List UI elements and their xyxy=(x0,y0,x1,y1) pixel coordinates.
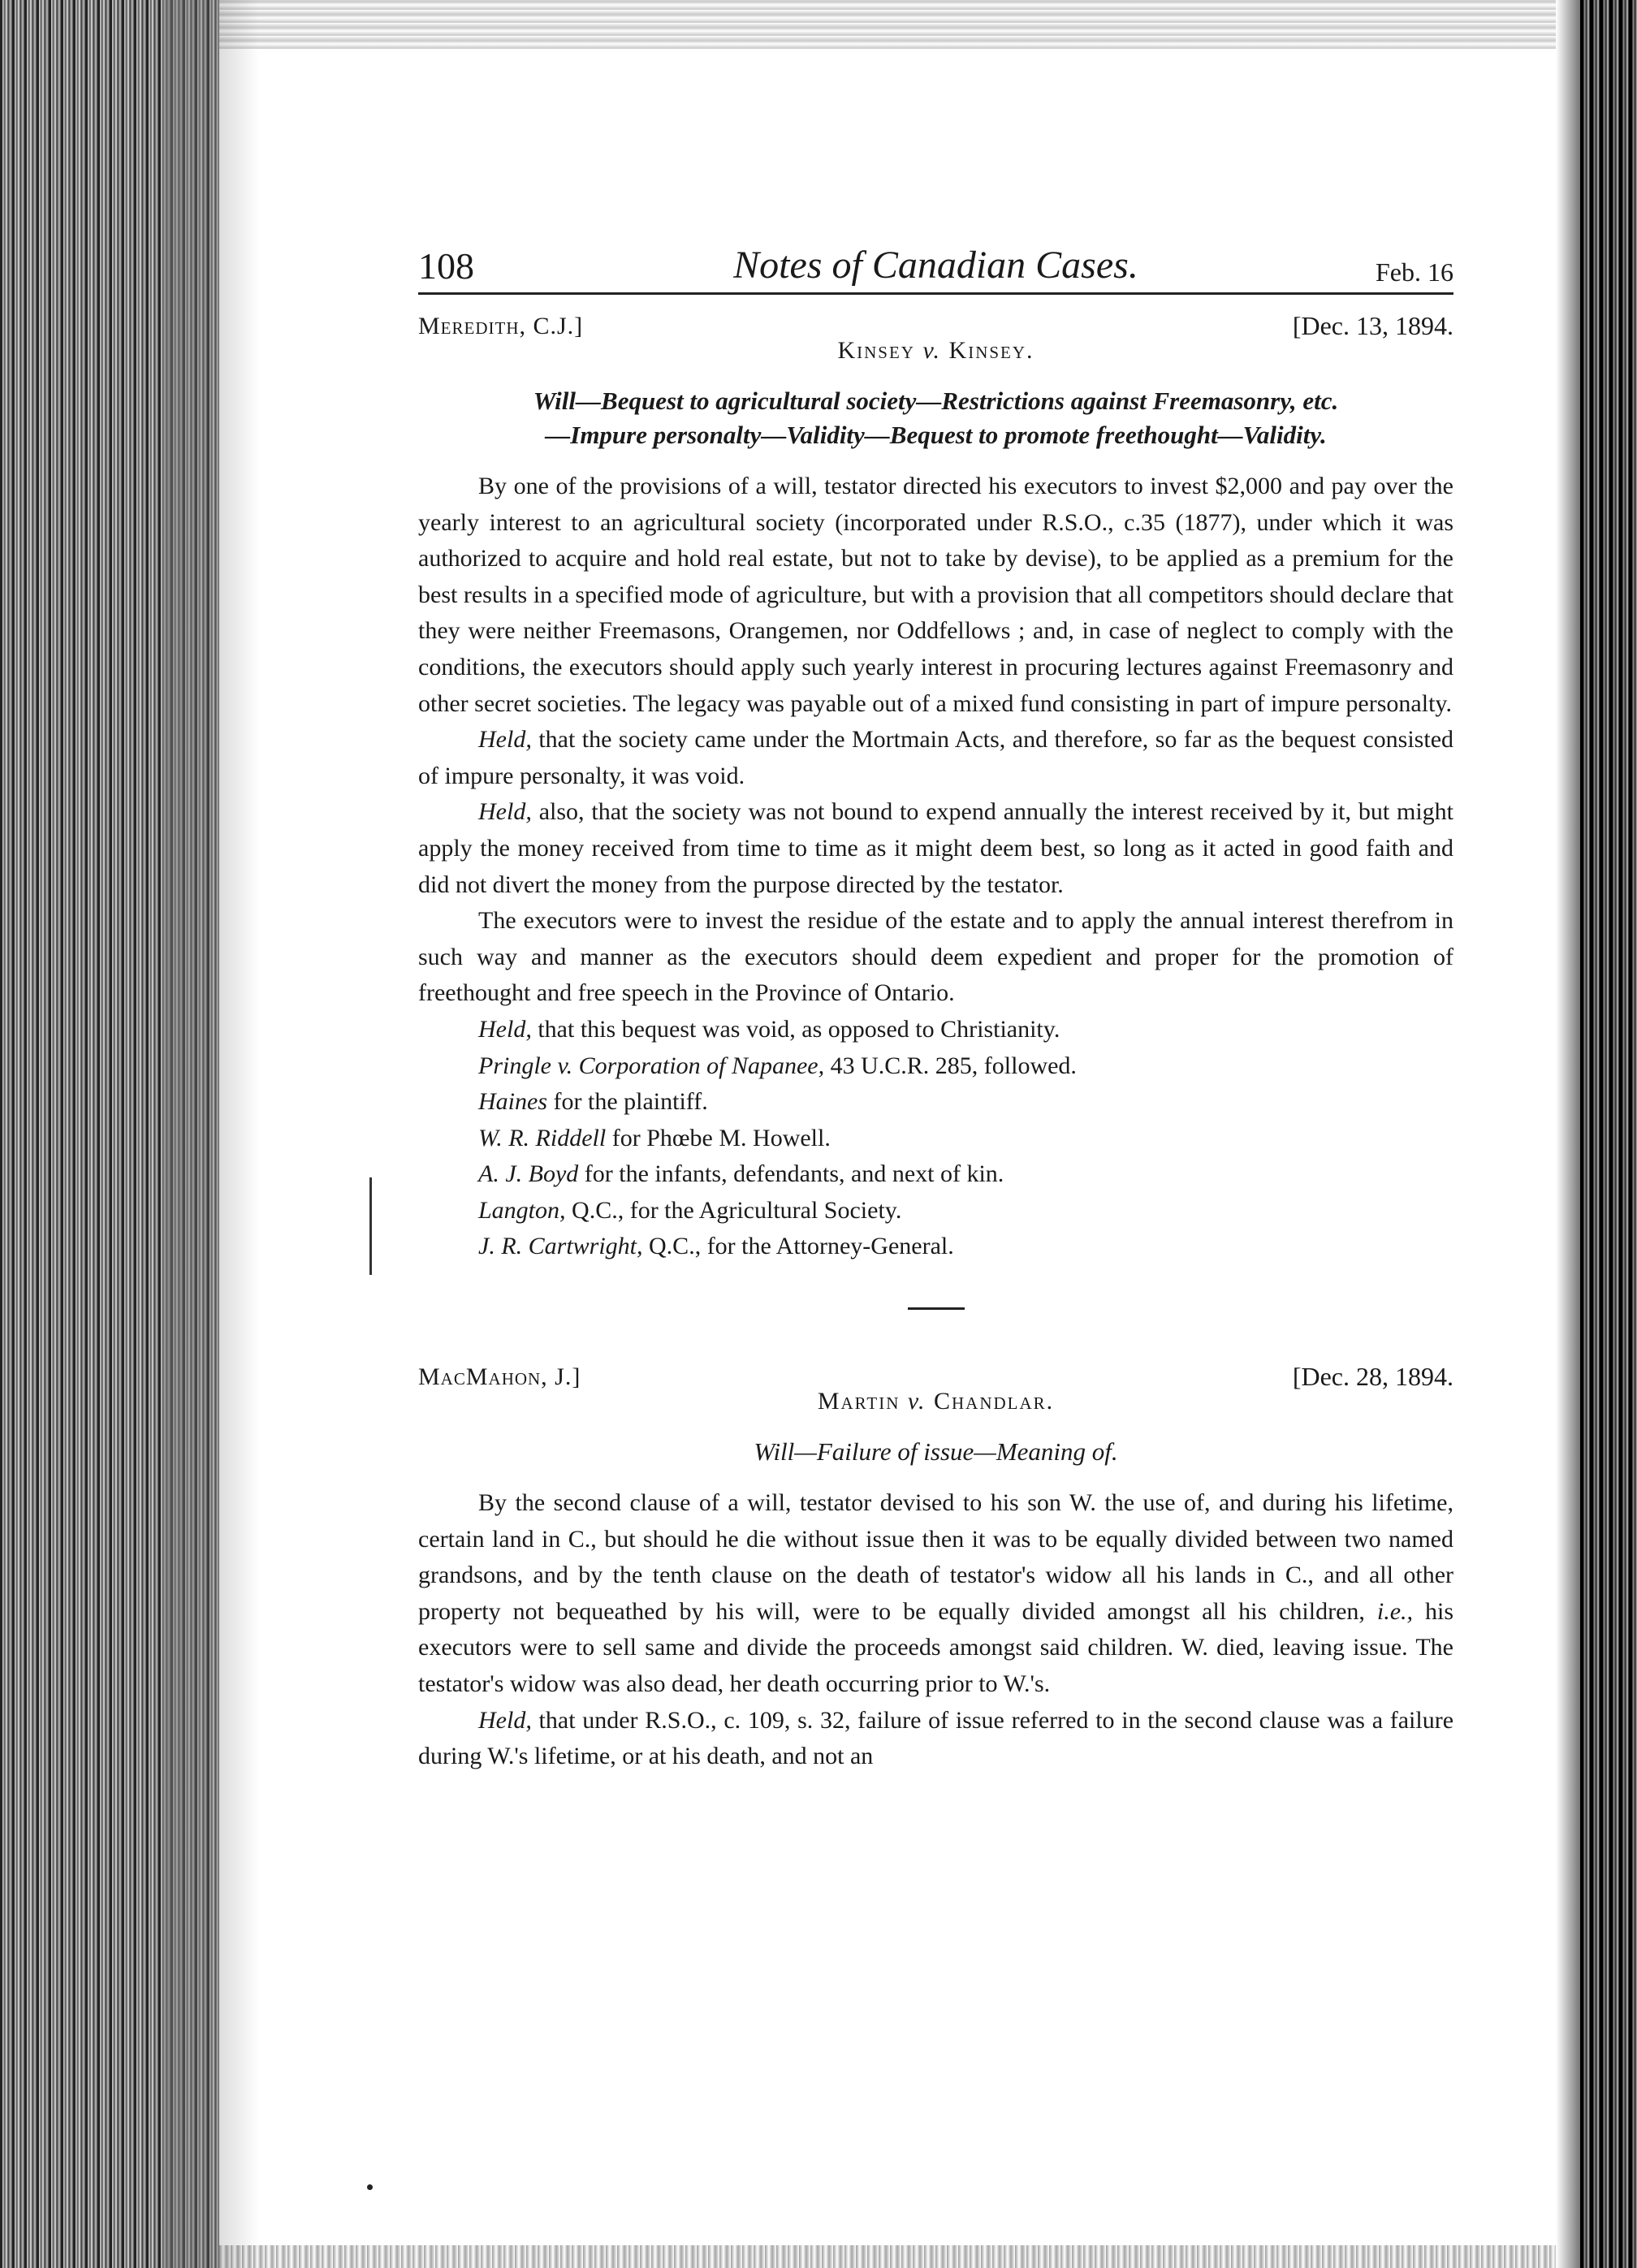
held-paragraph: Held, that the society came under the Mortmain Acts, and therefore, so far as the bequest consisted of impure personalty, it was void. xyxy=(418,726,1454,789)
page-edge-bottom xyxy=(219,2245,1556,2268)
authority-citation: Pringle v. Corporation of Napanee, 43 U.C.R. 285, followed. xyxy=(478,1052,1077,1079)
section-divider xyxy=(908,1307,965,1310)
case-header xyxy=(418,306,1453,378)
held-paragraph: Held, also, that the society was not bound to expend annually the interest received by it, but might apply the money received from time to time as it might deem best, so long as it acted in good faith and did not divert the money from the purpose directed by the testator. xyxy=(418,798,1454,898)
case-paragraph: The executors were to invest the residue of the estate and to apply the annual interest therefrom in such way and manner as the executors should deem expedient and proper for the promotion of freethought and free speech in the Province of Ontario. xyxy=(418,907,1453,1007)
case-judge: Meredith, C.J.] xyxy=(418,313,584,339)
case-judge: MacMahon, J.] xyxy=(418,1363,581,1391)
page-shadow-right xyxy=(1556,0,1580,2268)
margin-mark xyxy=(369,1177,372,1275)
counsel-line: J. R. Cartwright, Q.C., for the Attorney-General. xyxy=(478,1233,954,1260)
issue-date: Feb. 16 xyxy=(1376,257,1453,287)
case-date: [Dec. 28, 1894. xyxy=(1292,1362,1453,1392)
page-edge-right xyxy=(1580,0,1637,2268)
case-date: [Dec. 13, 1894. xyxy=(1292,311,1453,340)
margin-dot xyxy=(367,2184,373,2190)
held-paragraph: Held, that this bequest was void, as opposed to Christianity. xyxy=(478,1015,1060,1043)
counsel-line: Haines for the plaintiff. xyxy=(478,1088,708,1116)
page-number: 108 xyxy=(418,245,474,287)
case-paragraph: By one of the provisions of a will, testator directed his executors to invest $2,000 and pay over the yearly interest to an agricultural society (incorporated under R.S.O., c.35 (1877), under which it was authorized to acquire and hold real estate, but not to take by devise), to be applied as a premium for the best results in a specified mode of agriculture, but with a provision that all competitors should declare that they were neither Freemasons, Orangemen, nor Oddfellows ; and, in case of neglect to comply with the conditions, the executors should apply such yearly interest in procuring lectures against Freemasonry and other secret societies. The legacy was payable out of a mixed fund consisting in part of impure personalty. xyxy=(418,473,1453,717)
case-header xyxy=(418,1357,1453,1428)
counsel-line: A. J. Boyd for the infants, defendants, and next of kin. xyxy=(478,1160,1004,1188)
case-name: Kinsey v. Kinsey. xyxy=(837,337,1034,364)
document-page xyxy=(418,235,1453,1775)
running-head xyxy=(418,235,1453,295)
catchwords: Will—Failure of issue—Meaning of. xyxy=(754,1437,1118,1467)
binding-shadow-left xyxy=(162,0,260,2268)
counsel-line: W. R. Riddell for Phœbe M. Howell. xyxy=(478,1124,831,1151)
running-title: Notes of Canadian Cases. xyxy=(733,244,1138,287)
page-edge-top xyxy=(219,0,1556,49)
case-name: Martin v. Chandlar. xyxy=(817,1388,1055,1415)
case-paragraph: By the second clause of a will, testator devised to his son W. the use of, and during his lifetime, certain land in C., but should he die without issue then it was to be equally divided between two named grandsons, and by the tenth clause on the death of testator's widow all his lands in C., and all other property not bequeathed by his will, were to be equally divided amongst all his children, i.e., his executors were to sell same and divide the proceeds amongst said children. W. died, leaving issue. The testator's widow was also dead, her death occurring prior to W.'s. xyxy=(418,1489,1454,1698)
held-paragraph: Held, that under R.S.O., c. 109, s. 32, failure of issue referred to in the second clause was a failure during W.'s lifetime, or at his death, and not an xyxy=(418,1706,1454,1770)
catchwords: Will—Bequest to agricultural society—Restrictions against Freemasonry, etc. —Impure personalty—Validity—Bequest to promote freethought—Validity. xyxy=(533,387,1339,449)
counsel-line: Langton, Q.C., for the Agricultural Society. xyxy=(478,1196,902,1224)
